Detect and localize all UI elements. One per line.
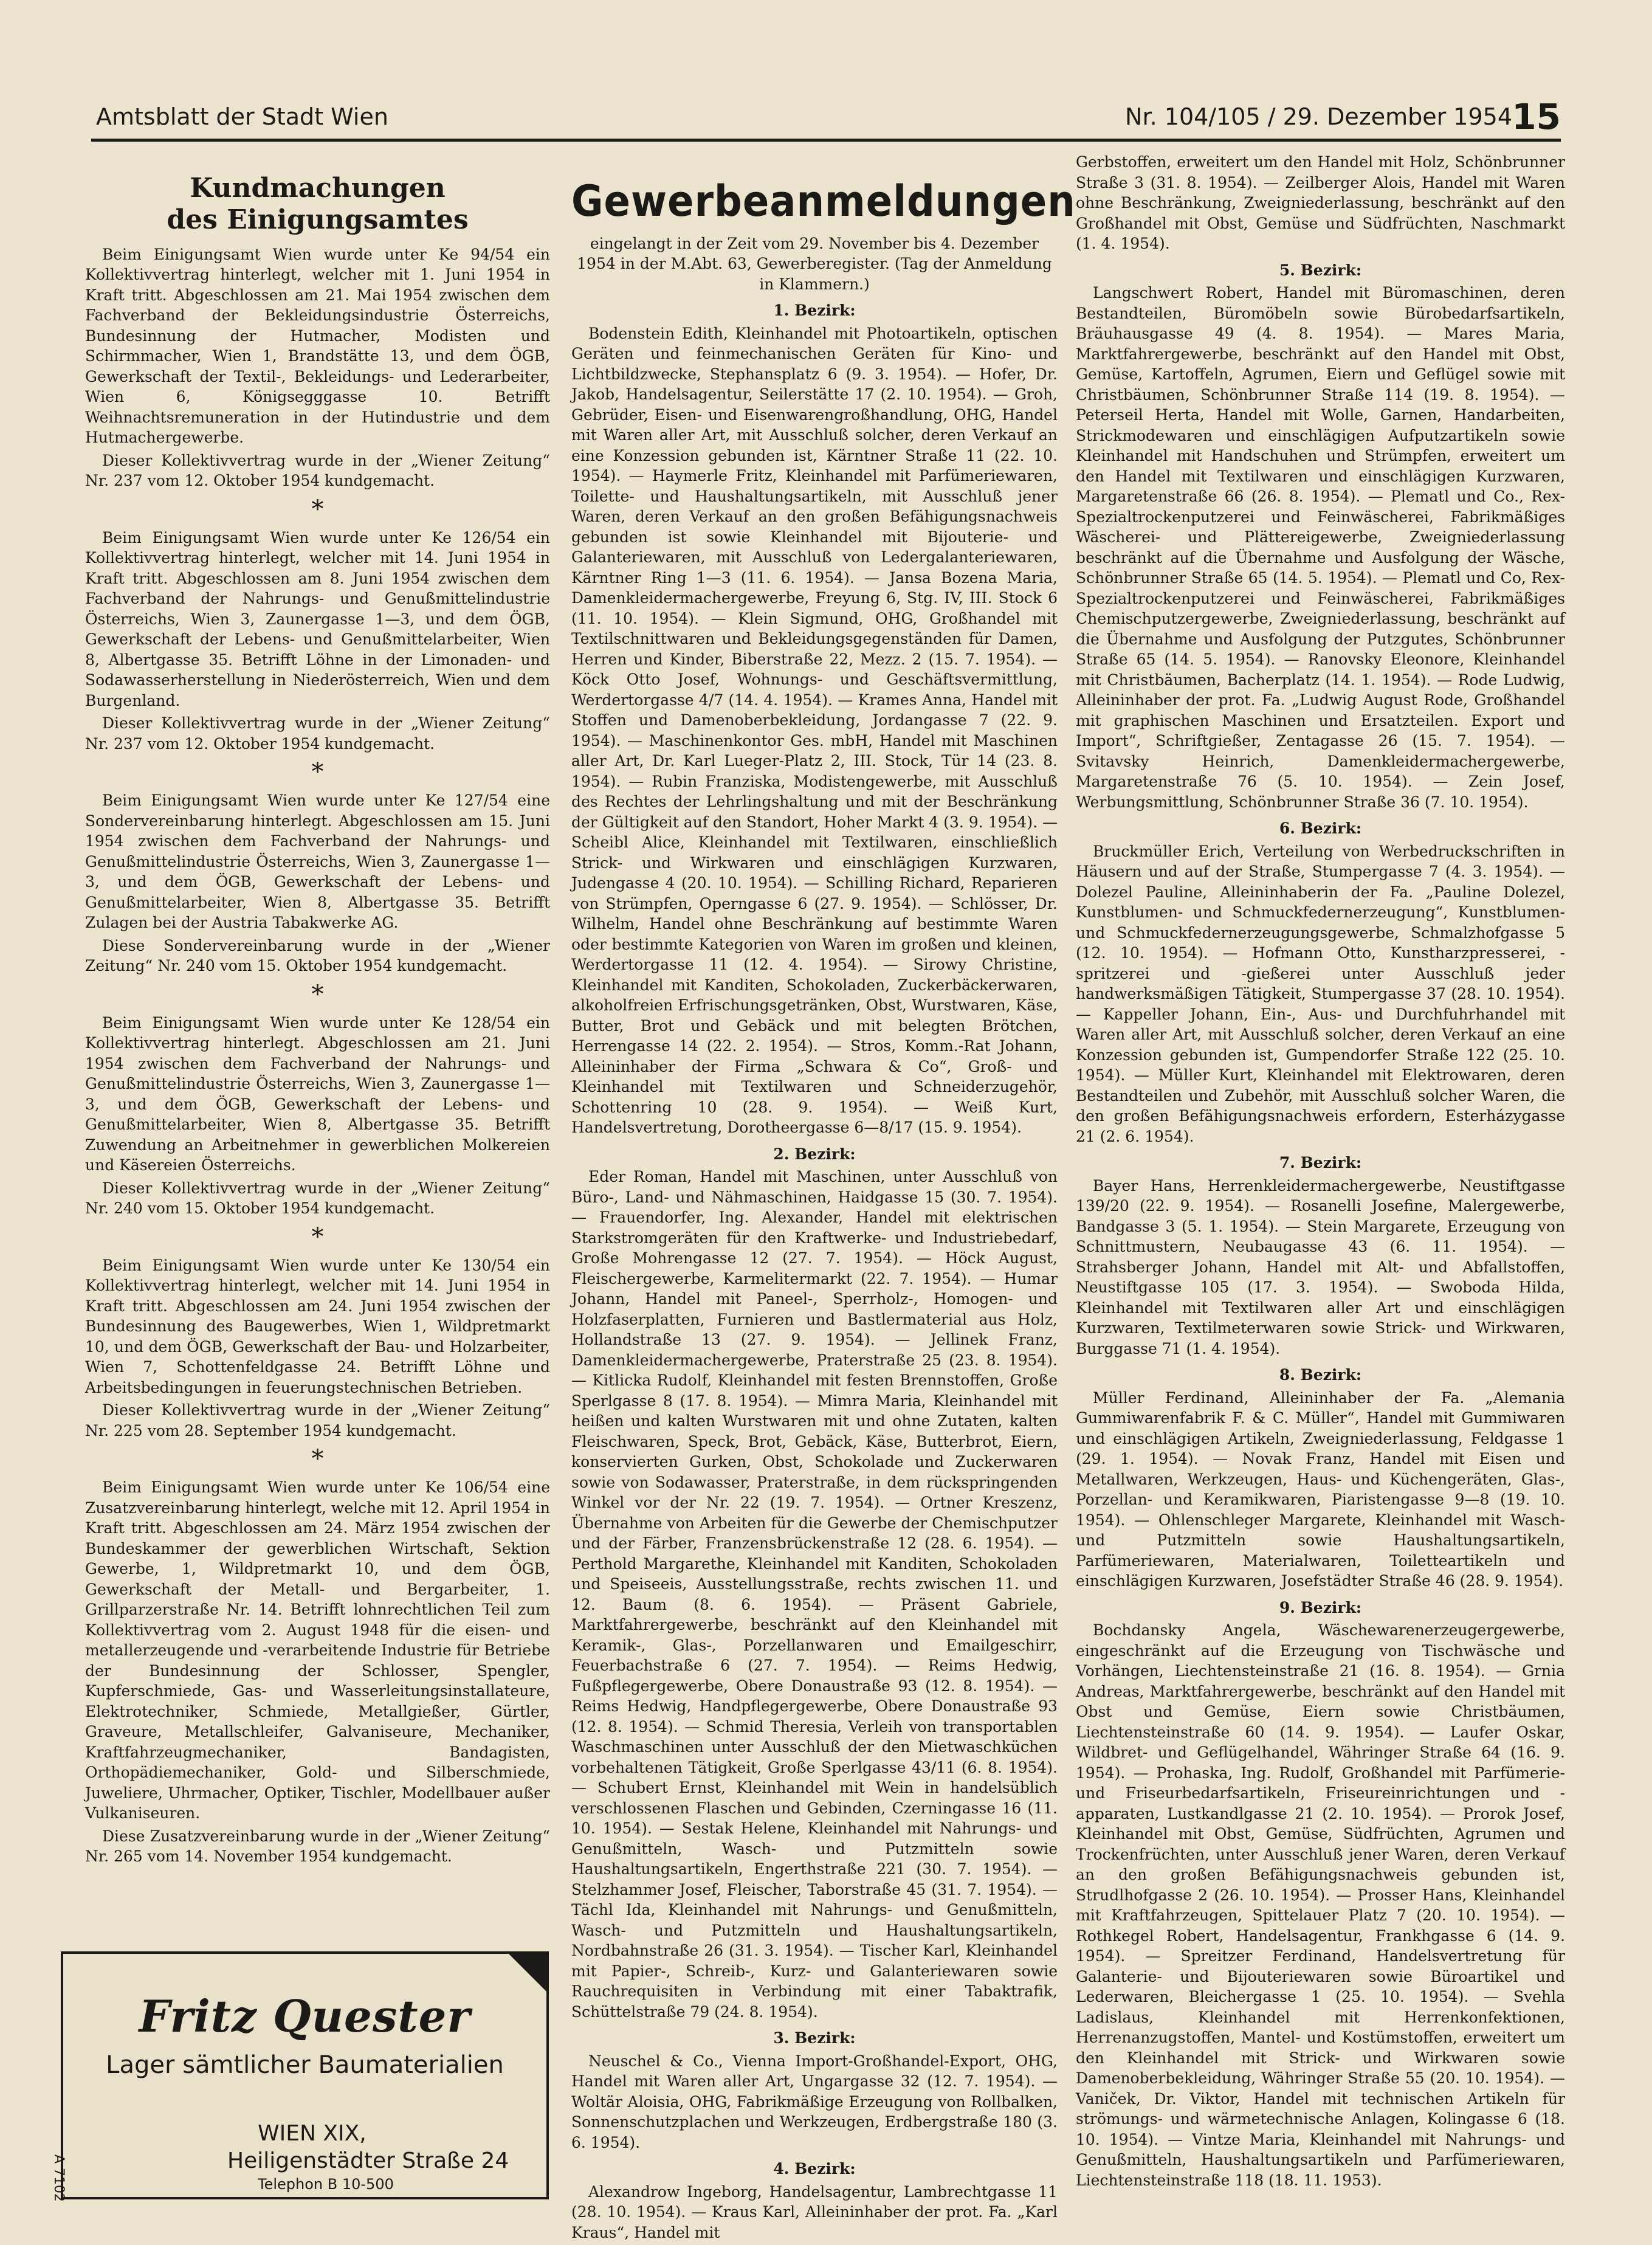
ad-company-name: Fritz Quester bbox=[139, 1990, 471, 2042]
district-heading: 6. Bezirk: bbox=[1279, 819, 1362, 837]
district-heading: 3. Bezirk: bbox=[773, 2029, 856, 2047]
column-gewerbeanmeldungen-cont bbox=[1076, 152, 1565, 2193]
district-entries: Eder Roman, Handel mit Maschinen, unter Ausschluß von Büro-, Land- und Nähmaschinen, Haidgasse 15 (30. 7. 1954). — Frauendorfer, Ing. Alexander, Handel mit elektrischen Starkstromgeräten für den Kraftwerke- und Industriebedarf, Große Mohrengasse 12 (27. 7. 1954). — Höck August, Fleischergewerbe, Karmelitermarkt (22. 7. 1954). — Humar Johann, Handel mit Paneel-, Sperrholz-, Homogen- und Holzfaserplatten, Furnieren und Bastlermaterial aus Holz, Hollandstraße 13 (27. 9. 1954). — Jellinek Franz, Damenkleidermachergewerbe, Praterstraße 25 (23. 8. 1954). — Kitlicka Rudolf, Kleinhandel mit festen Brennstoffen, Große Sperlgasse 8 (17. 8. 1954). — Mimra Maria, Kleinhandel mit heißen und kalten Wurstwaren mit und ohne Zutaten, kalten Fleischwaren, Speck, Brot, Gebäck, Käse, Butterbrot, Eiern, konservierten Gurken, Obst, Schokolade und Zuckerwaren sowie von Sodawasser, Praterstraße, in dem rückspringenden Winkel vor der Nr. 22 (19. 7. 1954). — Ortner Kreszenz, Übernahme von Arbeiten für die Gewerbe der Chemischputzer und der Färber, Franzensbrückenstraße 12 (28. 6. 1954). — Perthold Margarethe, Kleinhandel mit Kanditen, Schokoladen und Speiseeis, Ausstellungsstraße, rechts zwischen 11. und 12. Baum (8. 6. 1954). — Präsent Gabriele, Marktfahrergewerbe, beschränkt auf den Kleinhandel mit Keramik-, Glas-, Porzellanwaren und Emailgeschirr, Feuerbachstraße 6 (27. 7. 1954). — Reims Hedwig, Fußpflegergewerbe, Obere Donaustraße 93 (12. 8. 1954). — Reims Hedwig, Handpflegergewerbe, Obere Donaustraße 93 (12. 8. 1954). — Schmid Theresia, Verleih von transportablen Waschmaschinen unter Ausschluß der den Mietwaschküchen vorbehaltenen Tätigkeit, Große Sperlgasse 43/11 (6. 8. 1954). — Schubert Ernst, Kleinhandel mit Wein in handelsüblich verschlossenen Flaschen und Gebinden, Czerningasse 16 (11. 10. 1954). — Sestak Helene, Kleinhandel mit Nahrungs- und Genußmitteln, Wasch- und Putzmitteln sowie Haushaltungsartikeln, Engerthstraße 221 (30. 7. 1954). — Stelzhammer Josef, Fleischer, Taborstraße 45 (31. 7. 1954). — Tächl Ida, Kleinhandel mit Nahrungs- und Genußmitteln, Wasch- und Putzmitteln und Haushaltungsartikeln, Nordbahnstraße 26 (31. 3. 1954). — Tischer Karl, Kleinhandel mit Papier-, Schreib-, Kurz- und Galanteriewaren sowie Rauchrequisiten in Verbindung mit einer Tabaktrafik, Schüttelstraße 79 (24. 8. 1954). bbox=[571, 1168, 1058, 2021]
separator-star: * bbox=[311, 1223, 324, 1251]
notice-paragraph: Dieser Kollektivvertrag wurde in der „Wiener Zeitung“ Nr. 237 vom 12. Oktober 1954 kundgemacht. bbox=[85, 714, 550, 753]
district-entries: Neuschel & Co., Vienna Import-Großhandel-Export, OHG, Handel mit Waren aller Art, Ungargasse 32 (12. 7. 1954). — Woltär Aloisia, OHG, Fabrikmäßige Erzeugung von Rollbalken, Sonnenschutzplachen und Werkzeugen, Erdbergstraße 180 (3. 6. 1954). bbox=[571, 2052, 1058, 2151]
notice-paragraph: Dieser Kollektivvertrag wurde in der „Wiener Zeitung“ Nr. 225 vom 28. September 1954 kundgemacht. bbox=[85, 1401, 550, 1440]
district-entries: Gerbstoffen, erweitert um den Handel mit Holz, Schönbrunner Straße 3 (31. 8. 1954). — Zeilberger Alois, Handel mit Waren ohne Beschränkung, Zweigniederlassung, beschränkt auf den Großhandel mit Obst, Gemüse und Südfrüchten, Naschmarkt (1. 4. 1954). bbox=[1076, 153, 1565, 252]
ad-city: WIEN XIX, bbox=[258, 2121, 367, 2146]
district-entries: Bochdansky Angela, Wäschewarenerzeugergewerbe, eingeschränkt auf die Erzeugung von Tischwäsche und Vorhängen, Liechtensteinstraße 21 (16. 8. 1954). — Grnia Andreas, Marktfahrergewerbe, beschränkt auf den Handel mit Obst und Gemüse, Eiern sowie Christbäumen, Liechtensteinstraße 60 (14. 9. 1954). — Laufer Oskar, Wildbret- und Geflügelhandel, Währinger Straße 64 (16. 9. 1954). — Prohaska, Ing. Rudolf, Großhandel mit Parfümerie- und Friseurbedarfsartikeln, Friseureinrichtungen und -apparaten, Lustkandlgasse 21 (2. 10. 1954). — Prorok Josef, Kleinhandel mit Obst, Gemüse, Südfrüchten, Agrumen und Trockenfrüchten, unter Ausschluß jener Waren, deren Verkauf an den großen Befähigungsnachweis gebunden ist, Strudlhofgasse 2 (26. 10. 1954). — Prosser Hans, Kleinhandel mit Kraftfahrzeugen, Spittelauer Platz 7 (20. 10. 1954). — Rothkegel Robert, Handelsagentur, Frankhgasse 6 (14. 9. 1954). — Spreitzer Ferdinand, Handelsvertretung für Galanterie- und Bijouteriewaren sowie Büroartikel und Lederwaren, Bleichergasse 1 (25. 10. 1954). — Svehla Ladislaus, Kleinhandel mit Herrenkonfektionen, Herrenanzugstoffen, Mantel- und Kostümstoffen, erweitert um den Kleinhandel mit Strick- und Wirkwaren sowie Damenoberbekleidung, Währinger Straße 55 (20. 10. 1954). — Vaniček, Dr. Viktor, Handel mit technischen Artikeln für strömungs- und wärmetechnische Anlagen, Kolingasse 6 (18. 10. 1954). — Vintze Maria, Kleinhandel mit Nahrungs- und Genußmitteln, Haushaltungsartikeln und Parfümeriewaren, Liechtensteinstraße 118 (18. 11. 1953). bbox=[1076, 1621, 1565, 2189]
separator-star: * bbox=[311, 980, 324, 1009]
notice-paragraph: Diese Sondervereinbarung wurde in der „Wiener Zeitung“ Nr. 240 vom 15. Oktober 1954 kundgemacht. bbox=[85, 936, 550, 975]
section-subtitle: eingelangt in der Zeit vom 29. November bis 4. Dezember 1954 in der M.Abt. 63, Gewerberegister. (Tag der Anmeldung in Klammern.) bbox=[577, 234, 1052, 293]
district-entries: Langschwert Robert, Handel mit Büromaschinen, deren Bestandteilen, Büromöbeln sowie Bürobedarfsartikeln, Bräuhausgasse 49 (4. 8. 1954). — Mares Maria, Marktfahrergewerbe, beschränkt auf den Handel mit Obst, Gemüse, Kartoffeln, Agrumen, Eiern und Geflügel sowie mit Christbäumen, Schönbrunner Straße 114 (19. 8. 1954). — Peterseil Herta, Handel mit Wolle, Garnen, Handarbeiten, Strickmodewaren und einschlägigen Aufputzartikeln sowie Kleinhandel mit Handschuhen und Strümpfen, erweitert um den Handel mit Textilwaren und einschlägigen Kurzwaren, Margaretenstraße 66 (26. 8. 1954). — Plematl und Co., Rex-Spezialtrockenputzerei und Feinwäscherei, Fabrikmäßiges Wäscherei- und Plättereigewerbe, Zweigniederlassung beschränkt auf die Übernahme und Ausfolgung der Wäsche, Schönbrunner Straße 65 (14. 5. 1954). — Plematl und Co, Rex-Spezialtrockenputzerei und Feinwäscherei, Fabrikmäßiges Chemischputzergewerbe, Zweigniederlassung, beschränkt auf die Übernahme und Ausfolgung der Putzgutes, Schönbrunner Straße 65 (14. 5. 1954). — Ranovsky Eleonore, Kleinhandel mit Christbäumen, Bacherplatz (14. 1. 1954). — Rode Ludwig, Alleininhaber der prot. Fa. „Ludwig August Rode, Großhandel mit graphischen Maschinen und Ersatzteilen. Export und Import“, Schriftgießer, Zentagasse 26 (15. 7. 1954). — Svitavsky Heinrich, Damenkleidermachergewerbe, Margaretenstraße 76 (5. 10. 1954). — Zein Josef, Werbungsmittlung, Schönbrunner Straße 36 (7. 10. 1954). bbox=[1076, 284, 1565, 811]
notice-paragraph: Beim Einigungsamt Wien wurde unter Ke 94/54 ein Kollektivvertrag hinterlegt, welcher mit 1. Juni 1954 in Kraft tritt. Abgeschlossen am 21. Mai 1954 zwischen dem Fachverband der Bekleidungsindustrie Österreichs, Bundesinnung der Hutmacher, Modisten und Schirmmacher, Wien 1, Brandstätte 13, und dem ÖGB, Gewerkschaft der Textil-, Bekleidungs- und Lederarbeiter, Wien 6, Königsegggasse 10. Betrifft Weihnachtsremuneration in der Hutindustrie und dem Hutmachergewerbe. bbox=[85, 245, 550, 447]
section-title-gewerbeanmeldungen: Gewerbeanmeldungen bbox=[571, 177, 1076, 227]
notice-paragraph: Dieser Kollektivvertrag wurde in der „Wiener Zeitung“ Nr. 237 vom 12. Oktober 1954 kundgemacht. bbox=[85, 451, 550, 490]
district-entries: Bruckmüller Erich, Verteilung von Werbedruckschriften in Häusern und auf der Straße, Stumpergasse 7 (4. 3. 1954). — Dolezel Pauline, Alleininhaberin der Fa. „Pauline Dolezel, Kunstblumen- und Schmuckfedernerzeugung“, Kunstblumen- und Schmuckfedernerzeugungsgewerbe, Schmalzhofgasse 5 (12. 10. 1954). — Hofmann Otto, Kunstharzpresserei, -spritzerei und -gießerei unter Ausschluß jeder handwerksmäßigen Tätigkeit, Stumpergasse 37 (28. 10. 1954). — Kappeller Johann, Ein-, Aus- und Durchfuhrhandel mit Waren aller Art, mit Ausschluß solcher, deren Verkauf an eine Konzession gebunden ist, Gumpendorfer Straße 122 (25. 10. 1954). — Müller Kurt, Kleinhandel mit Elektrowaren, deren Bestandteilen und Zubehör, mit Ausschluß solcher Waren, die den großen Befähigungsnachweis erfordern, Esterházygasse 21 (2. 6. 1954). bbox=[1076, 842, 1565, 1145]
notice-paragraph: Beim Einigungsamt Wien wurde unter Ke 106/54 eine Zusatzvereinbarung hinterlegt, welche mit 12. April 1954 in Kraft tritt. Abgeschlossen am 24. März 1954 zwischen der Bundeskammer der gewerblichen Wirtschaft, Sektion Gewerbe, 1, Wildpretmarkt 10, und dem ÖGB, Gewerkschaft der Metall- und Bergarbeiter, 1. Grillparzerstraße Nr. 14. Betrifft lohnrechtlichen Teil zum Kollektivvertrag vom 2. August 1948 für die eisen- und metallerzeugende und -verarbeitende Industrie für Betriebe der Bundesinnung der Schlosser, Spengler, Kupferschmiede, Gas- und Wasserleitungsinstallateure, Elektrotechniker, Schmiede, Metallgießer, Gürtler, Graveure, Metallschleifer, Galvaniseure, Mechaniker, Kraftfahrzeugmechaniker, Bandagisten, Orthopädiemechaniker, Gold- und Silberschmiede, Juweliere, Uhrmacher, Optiker, Tischler, Modellbauer außer Vulkaniseuren. bbox=[85, 1478, 550, 1823]
publication-title: Amtsblatt der Stadt Wien bbox=[96, 103, 388, 130]
header-rule bbox=[91, 139, 1561, 142]
notice-paragraph: Beim Einigungsamt Wien wurde unter Ke 126/54 ein Kollektivvertrag hinterlegt, welcher mit 14. Juni 1954 in Kraft tritt. Abgeschlossen am 8. Juni 1954 zwischen dem Fachverband der Nahrungs- und Genußmittelindustrie Österreichs, Wien 3, Zaunergasse 1—3, und dem ÖGB, Gewerkschaft der Lebens- und Genußmittelarbeiter, Wien 8, Albertgasse 35. Betrifft Löhne in der Limonaden- und Sodawasserherstellung in Niederösterreich, Wien und dem Burgenland. bbox=[85, 528, 550, 709]
district-entries: Bodenstein Edith, Kleinhandel mit Photoartikeln, optischen Geräten und feinmechanischen Geräten für Kino- und Lichtbildzwecke, Stephansplatz 6 (9. 3. 1954). — Hofer, Dr. Jakob, Handelsagentur, Seilerstätte 17 (2. 10. 1954). — Groh, Gebrüder, Eisen- und Eisenwarengroßhandlung, OHG, Handel mit Waren aller Art, mit Ausschluß solcher, deren Verkauf an eine Konzession gebunden ist, Kärntner Straße 11 (22. 10. 1954). — Haymerle Fritz, Kleinhandel mit Parfümeriewaren, Toilette- und Haushaltungsartikeln, mit Ausschluß jener Waren, deren Verkauf an den großen Befähigungsnachweis gebunden ist sowie Kleinhandel mit Bijouterie- und Galanteriewaren, mit Ausschluß von Ledergalanteriewaren, Kärntner Ring 1—3 (11. 6. 1954). — Jansa Bozena Maria, Damenkleidermachergewerbe, Freyung 6, Stg. IV, III. Stock 6 (11. 10. 1954). — Klein Sigmund, OHG, Großhandel mit Textilschnittwaren und Bekleidungsgegenständen für Damen, Herren und Kinder, Biberstraße 22, Mezz. 2 (15. 7. 1954). — Köck Otto Josef, Wohnungs- und Geschäftsvermittlung, Werdertorgasse 4/7 (14. 4. 1954). — Krames Anna, Handel mit Stoffen und Damenoberbekleidung, Jordangasse 7 (22. 9. 1954). — Maschinenkontor Ges. mbH, Handel mit Maschinen aller Art, Dr. Karl Lueger-Platz 2, III. Stock, Tür 14 (23. 8. 1954). — Rubin Franziska, Modistengewerbe, mit Ausschluß des Rechtes der Lehrlingshaltung und mit der Beschränkung der Gültigkeit auf den Standort, Hoher Markt 4 (3. 9. 1954). — Scheibl Alice, Kleinhandel mit Textilwaren, einschließlich Strick- und Wirkwaren und einschlägigen Kurzwaren, Judengasse 4 (20. 10. 1954). — Schilling Richard, Reparieren von Strümpfen, Operngasse 6 (27. 9. 1954). — Schlösser, Dr. Wilhelm, Handel ohne Beschränkung auf bestimmte Waren oder bestimmte Kategorien von Waren im großen und kleinen, Werdertorgasse 11 (12. 4. 1954). — Sirowy Christine, Kleinhandel mit Kanditen, Schokoladen, Zuckerbäckerwaren, alkoholfreien Erfrischungsgetränken, Obst, Wurstwaren, Käse, Butter, Brot und Gebäck und mit belegten Brötchen, Herrengasse 14 (22. 2. 1954). — Stros, Komm.-Rat Johann, Alleininhaber der Firma „Schwara & Co“, Groß- und Kleinhandel mit Textilwaren und Schneiderzugehör, Schottenring 10 (28. 9. 1954). — Weiß Kurt, Handelsvertretung, Dorotheergasse 6—8/17 (15. 9. 1954). bbox=[571, 324, 1058, 1137]
district-heading: 9. Bezirk: bbox=[1279, 1598, 1362, 1616]
notice-paragraph: Beim Einigungsamt Wien wurde unter Ke 130/54 ein Kollektivvertrag hinterlegt, welcher mit 14. Juni 1954 in Kraft tritt. Abgeschlossen am 24. Juni 1954 zwischen der Bundesinnung des Baugewerbes, Wien 1, Wildpretmarkt 10, und dem ÖGB, Gewerkschaft der Bau- und Holzarbeiter, Wien 7, Schottenfeldgasse 24. Betrifft Löhne und Arbeitsbedingungen in feuerungstechnischen Betrieben. bbox=[85, 1256, 550, 1396]
notice-paragraph: Dieser Kollektivvertrag wurde in der „Wiener Zeitung“ Nr. 240 vom 15. Oktober 1954 kundgemacht. bbox=[85, 1179, 550, 1218]
ad-telephone: Telephon B 10-500 bbox=[258, 2176, 394, 2193]
district-heading: 4. Bezirk: bbox=[773, 2160, 856, 2178]
district-entries: Alexandrow Ingeborg, Handelsagentur, Lambrechtgasse 11 (28. 10. 1954). — Kraus Karl, Alleininhaber der prot. Fa. „Karl Kraus“, Handel mit bbox=[571, 2182, 1058, 2241]
ad-corner-mark bbox=[506, 1951, 549, 1994]
column-gewerbeanmeldungen bbox=[571, 152, 1076, 2245]
district-entries: Müller Ferdinand, Alleininhaber der Fa. „Alemania Gummiwarenfabrik F. & C. Müller“, Handel mit Gummiwaren und einschlägigen Artikeln, Zweigniederlassung, Feldgasse 1 (29. 1. 1954). — Novak Franz, Handel mit Eisen und Metallwaren, Werkzeugen, Haus- und Küchengeräten, Glas-, Porzellan- und Keramikwaren, Piaristengasse 9—8 (19. 10. 1954). — Ohlenschleger Margarete, Kleinhandel mit Wasch- und Putzmitteln sowie Haushaltungsartikeln, Parfümeriewaren, Materialwaren, Toiletteartikeln und einschlägigen Kurzwaren, Josefstädter Straße 46 (28. 9. 1954). bbox=[1076, 1388, 1565, 1590]
district-entries: Bayer Hans, Herrenkleidermachergewerbe, Neustiftgasse 139/20 (22. 9. 1954). — Rosanelli Josefine, Malergewerbe, Bandgasse 3 (5. 1. 1954). — Stein Margarete, Erzeugung von Schnittmustern, Neubaugasse 43 (6. 11. 1954). — Strahsberger Johann, Handel mit Alt- und Abfallstoffen, Neustiftgasse 105 (17. 3. 1954). — Swoboda Hilda, Kleinhandel mit Textilwaren aller Art und einschlägigen Kurzwaren, Textilmeterwaren sowie Strick- und Wirkwaren, Burggasse 71 (1. 4. 1954). bbox=[1076, 1176, 1565, 1357]
advertisement-box bbox=[51, 1951, 549, 2202]
column-kundmachungen bbox=[85, 152, 550, 1869]
district-heading: 5. Bezirk: bbox=[1279, 261, 1362, 279]
separator-star: * bbox=[311, 495, 324, 523]
notice-paragraph: Beim Einigungsamt Wien wurde unter Ke 127/54 eine Sondervereinbarung hinterlegt. Abgeschlossen am 15. Juni 1954 zwischen dem Fachverband der Nahrungs- und Genußmittelindustrie Österreichs, Wien 3, Zaunergasse 1—3, und dem ÖGB, Gewerkschaft der Lebens- und Genußmittelarbeiter, Wien 8, Albertgasse 35. Betrifft Zulagen bei der Austria Tabakwerke AG. bbox=[85, 791, 550, 932]
notice-paragraph: Diese Zusatzvereinbarung wurde in der „Wiener Zeitung“ Nr. 265 vom 14. November 1954 kundgemacht. bbox=[85, 1827, 550, 1866]
district-heading: 7. Bezirk: bbox=[1279, 1154, 1362, 1171]
section-title-kundmachungen: Kundmachungen des Einigungsamtes bbox=[167, 173, 469, 235]
issue-info: Nr. 104/105 / 29. Dezember 1954 bbox=[1125, 103, 1512, 130]
separator-star: * bbox=[311, 758, 324, 787]
district-heading: 1. Bezirk: bbox=[773, 302, 856, 320]
district-heading: 2. Bezirk: bbox=[773, 1145, 856, 1163]
notice-paragraph: Beim Einigungsamt Wien wurde unter Ke 128/54 ein Kollektivvertrag hinterlegt. Abgeschlossen am 21. Juni 1954 zwischen dem Fachverband der Nahrungs- und Genußmittelindustrie Österreichs, Wien 3, Zaunergasse 1—3, und dem ÖGB, Gewerkschaft der Lebens- und Genußmittelarbeiter, Wien 8, Albertgasse 35. Betrifft Zuwendung an Arbeitnehmer in gewerblichen Molkereien und Käsereien Österreichs. bbox=[85, 1013, 550, 1174]
separator-star: * bbox=[311, 1445, 324, 1474]
ad-tagline: Lager sämtlicher Baumaterialien bbox=[106, 2051, 504, 2079]
district-heading: 8. Bezirk: bbox=[1279, 1366, 1362, 1384]
page-number: 15 bbox=[1512, 96, 1561, 137]
ad-street: Heiligenstädter Straße 24 bbox=[227, 2148, 509, 2173]
ad-code: A 7102 bbox=[51, 2154, 66, 2202]
